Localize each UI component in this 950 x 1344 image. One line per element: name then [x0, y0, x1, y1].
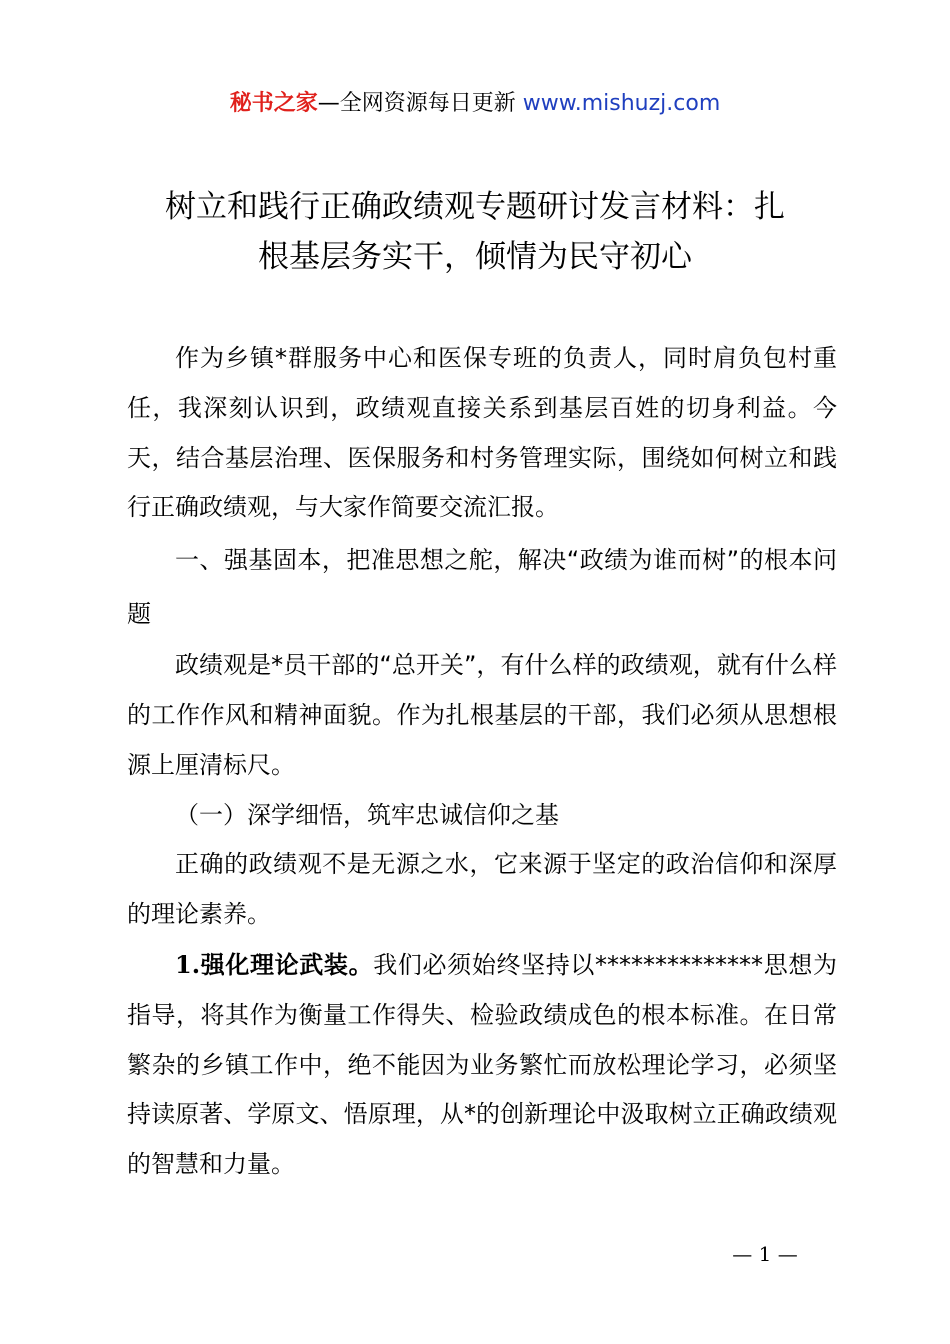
section-heading-1: 一、强基固本，把准思想之舵，解决“政绩为谁而树”的根本问题: [127, 546, 837, 629]
subsection-heading-1: （一）深学细悟，筑牢忠诚信仰之基: [175, 800, 559, 829]
point-1-lead: 1.强化理论武装。: [175, 949, 374, 979]
document-body: [127, 334, 837, 1190]
document-title: [100, 182, 850, 282]
brand-name: 秘书之家: [229, 91, 318, 116]
subsection-1-paragraph: 正确的政绩观不是无源之水，它来源于坚定的政治信仰和深厚的理论素养。: [127, 850, 837, 929]
intro-paragraph: 作为乡镇*群服务中心和医保专班的负责人，同时肩负包村重任，我深刻认识到，政绩观直接关系到基层百姓的切身利益。今天，结合基层治理、医保服务和村务管理实际，围绕如何树立和践行正确政绩观，与大家作简要交流汇报。: [127, 344, 837, 522]
point-1-paragraph: [127, 940, 837, 1190]
section-1-paragraph: 政绩观是*员干部的“总开关”，有什么样的政绩观，就有什么样的工作作风和精神面貌。作为扎根基层的干部，我们必须从思想根源上厘清标尺。: [127, 651, 837, 779]
page-number: — 1 —: [732, 1242, 798, 1266]
point-1-text: 我们必须始终坚持以**************思想为指导，将其作为衡量工作得失、检验政绩成色的根本标准。在日常繁杂的乡镇工作中，绝不能因为业务繁忙而放松理论学习，必须坚持读原著、学原文、悟原理，从*的创新理论中汲取树立正确政绩观的智慧和力量。: [127, 950, 837, 1179]
title-line-1: 树立和践行正确政绩观专题研讨发言材料：扎: [165, 189, 785, 225]
site-header: [0, 86, 950, 122]
site-url[interactable]: www.mishuzj.com: [522, 91, 721, 116]
header-tagline: —全网资源每日更新: [317, 91, 523, 116]
title-line-2: 根基层务实干，倾情为民守初心: [258, 239, 692, 275]
